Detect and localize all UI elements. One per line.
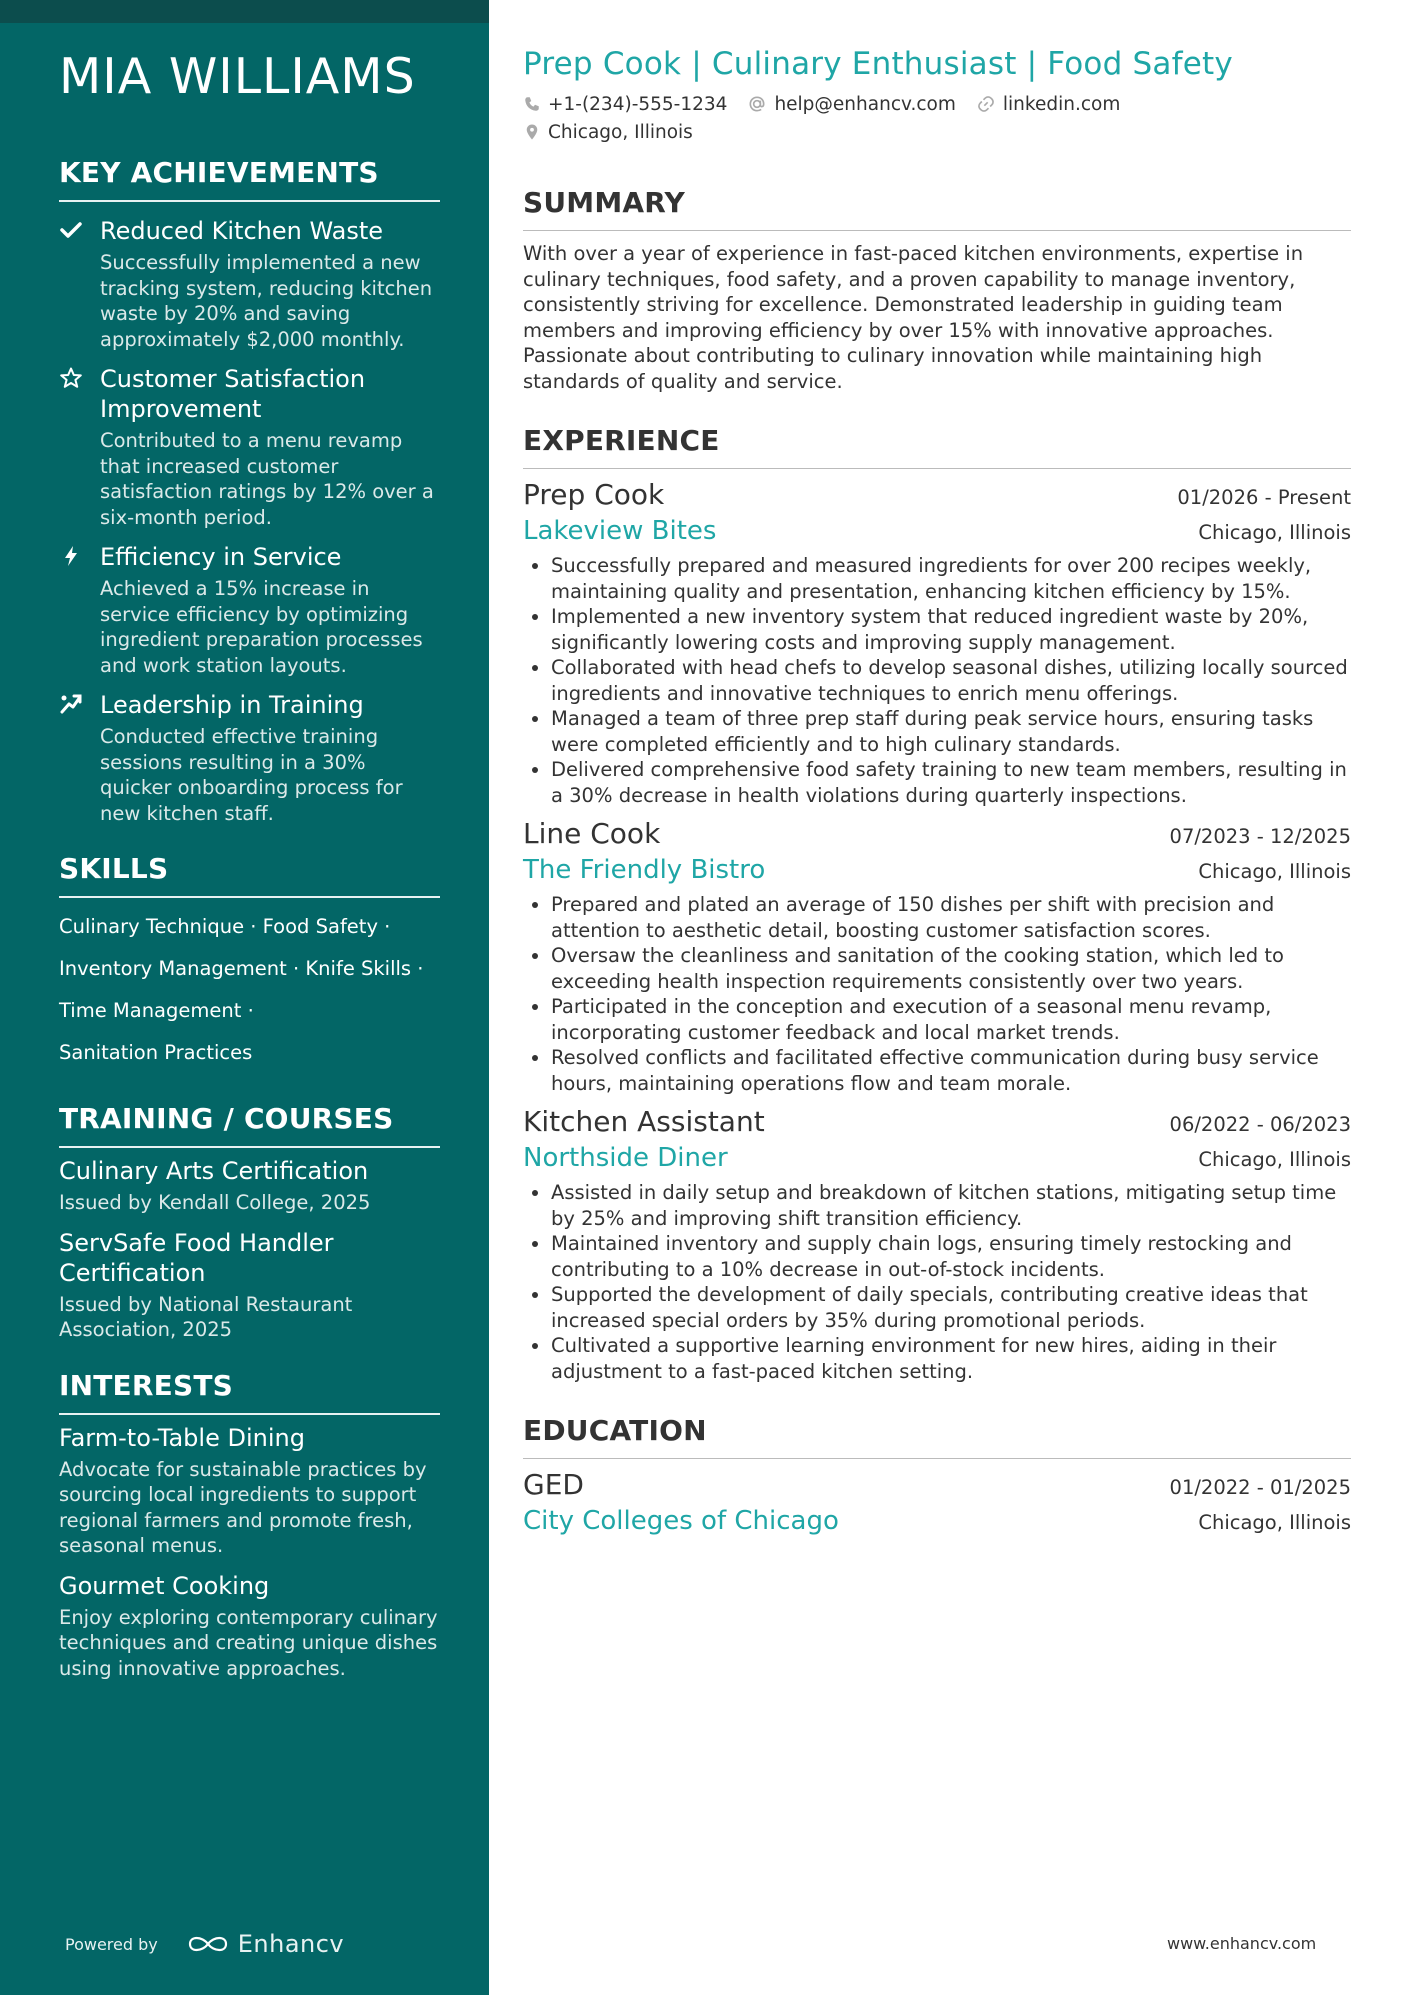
job-bullets <box>523 553 1351 808</box>
link-icon <box>976 94 996 114</box>
main-content <box>523 44 1351 1539</box>
job-bullet: • Cultivated a supportive learning environment for new hires, aiding in their adjustment to a fast-paced kitchen setting. <box>551 1333 1351 1384</box>
job-bullet: • Supported the development of daily specials, contributing creative ideas that increased special orders by 35% during promotional periods. <box>551 1282 1351 1333</box>
education-heading: EDUCATION <box>523 1414 1351 1459</box>
job-bullet: • Successfully prepared and measured ingredients for over 200 recipes weekly, maintaining quality and presentation, enhancing kitchen efficiency by 15%. <box>551 553 1351 604</box>
interest-title: Farm-to-Table Dining <box>59 1423 305 1452</box>
job-dates: 01/2026 - Present <box>1177 486 1351 509</box>
job-bullet: • Assisted in daily setup and breakdown of kitchen stations, mitigating setup time by 25% and improving shift transition efficiency. <box>551 1180 1351 1231</box>
achievement-title: Customer Satisfaction Improvement <box>100 365 366 423</box>
linkedin-text: linkedin.com <box>1002 93 1121 115</box>
phone-icon <box>523 95 541 113</box>
degree: GED <box>523 1468 584 1501</box>
company-name: The Friendly Bistro <box>523 855 766 885</box>
experience-heading: EXPERIENCE <box>523 424 1351 469</box>
interest-desc: Advocate for sustainable practices by sourcing local ingredients to support regional farmers and promote fresh, seasonal menus. <box>59 1457 427 1557</box>
job-bullet: • Collaborated with head chefs to develop seasonal dishes, utilizing locally sourced ingredients and innovative techniques to enrich menu offerings. <box>551 655 1351 706</box>
job-bullets <box>523 892 1351 1096</box>
interest-desc: Enjoy exploring contemporary culinary techniques and creating unique dishes using innovative approaches. <box>59 1605 438 1680</box>
location-pin-icon <box>523 122 541 142</box>
training-section <box>59 1102 440 1343</box>
education-section <box>523 1414 1351 1539</box>
job-location: Chicago, Illinois <box>1198 860 1351 883</box>
phone-text: +1-(234)-555-1234 <box>548 93 728 115</box>
achievement-title: Reduced Kitchen Waste <box>100 217 384 245</box>
job-bullet: • Prepared and plated an average of 150 dishes per shift with precision and attention to aesthetic detail, boosting customer satisfaction scores. <box>551 892 1351 943</box>
achievement-item <box>59 364 440 530</box>
headline: Prep Cook | Culinary Enthusiast | Food Safety <box>523 46 1233 82</box>
company-name: Lakeview Bites <box>523 516 717 546</box>
job-bullet: • Delivered comprehensive food safety training to new team members, resulting in a 30% decrease in health violations during quarterly inspections. <box>551 757 1351 808</box>
skill-line: Culinary Technique · Food Safety · <box>59 915 391 938</box>
location-text: Chicago, Illinois <box>548 121 693 143</box>
contact-info <box>523 90 1351 146</box>
job-bullet: • Managed a team of three prep staff during peak service hours, ensuring tasks were completed efficiently and to high culinary standards. <box>551 706 1351 757</box>
education-location: Chicago, Illinois <box>1198 1511 1351 1534</box>
job-dates: 06/2022 - 06/2023 <box>1169 1113 1351 1136</box>
star-icon <box>59 366 83 390</box>
achievement-desc: Achieved a 15% increase in service efficiency by optimizing ingredient preparation processes and work station layouts. <box>100 577 423 677</box>
contact-linkedin[interactable] <box>976 94 1120 115</box>
achievement-item <box>59 690 440 826</box>
job-bullet: • Implemented a new inventory system that reduced ingredient waste by 20%, significantly lowering costs and improving supply management. <box>551 604 1351 655</box>
achievements-section <box>59 156 440 826</box>
sidebar <box>0 0 489 1995</box>
course-issuer: Issued by Kendall College, 2025 <box>59 1191 371 1214</box>
achievement-item <box>59 542 440 678</box>
contact-email[interactable] <box>747 94 955 115</box>
enhancv-logo-text: Enhancv <box>237 1930 345 1958</box>
check-icon <box>59 218 83 242</box>
enhancv-logo-icon <box>186 1933 230 1955</box>
skill-line: Time Management · <box>59 999 254 1022</box>
job-bullet: • Maintained inventory and supply chain logs, ensuring timely restocking and contributing to a 10% decrease in out-of-stock incidents. <box>551 1231 1351 1282</box>
achievement-title: Leadership in Training <box>100 691 364 719</box>
interests-section <box>59 1369 440 1682</box>
email-text: help@enhancv.com <box>774 93 956 115</box>
job-bullets <box>523 1180 1351 1384</box>
job-bullet: • Resolved conflicts and facilitated effective communication during busy service hours, maintaining operations flow and team morale. <box>551 1045 1351 1096</box>
footer-url[interactable]: www.enhancv.com <box>1167 1934 1317 1953</box>
job-title: Line Cook <box>523 817 661 850</box>
course-issuer: Issued by National Restaurant Association, 2025 <box>59 1292 353 1341</box>
course-title: ServSafe Food Handler Certification <box>59 1228 334 1287</box>
job-bullet: • Oversaw the cleanliness and sanitation of the cooking station, which led to exceeding health inspection requirements consistently over two years. <box>551 943 1351 994</box>
interest-title: Gourmet Cooking <box>59 1571 270 1600</box>
school-name: City Colleges of Chicago <box>523 1506 839 1536</box>
job-dates: 07/2023 - 12/2025 <box>1169 825 1351 848</box>
experience-section <box>523 424 1351 1384</box>
skill-line: Sanitation Practices <box>59 1041 253 1064</box>
job-title: Prep Cook <box>523 478 665 511</box>
job-entry <box>523 1104 1351 1384</box>
summary-text: With over a year of experience in fast-paced kitchen environments, expertise in culinary techniques, food safety, and a proven capability to manage inventory, consistently striving for excellence. Demonstrated leadership in guiding team members and improving efficiency by over 15% with innovative approaches. Passionate about contributing to culinary innovation while maintaining high standards of quality and service. <box>523 242 1304 393</box>
achievement-title: Efficiency in Service <box>100 543 342 571</box>
powered-by <box>65 1930 344 1958</box>
job-bullet: • Participated in the conception and execution of a seasonal menu revamp, incorporating customer feedback and local market trends. <box>551 994 1351 1045</box>
training-heading: TRAINING / COURSES <box>59 1102 440 1148</box>
contact-location <box>523 122 693 143</box>
achievement-desc: Conducted effective training sessions resulting in a 30% quicker onboarding process for new kitchen staff. <box>100 725 403 825</box>
company-name: Northside Diner <box>523 1143 728 1173</box>
skills-heading: SKILLS <box>59 852 440 898</box>
sidebar-top-bar <box>0 0 489 23</box>
achievement-item <box>59 216 440 352</box>
candidate-name: MIA WILLIAMS <box>59 48 416 105</box>
summary-heading: SUMMARY <box>523 186 1351 231</box>
achievement-desc: Contributed to a menu revamp that increased customer satisfaction ratings by 12% over a six-month period. <box>100 429 434 529</box>
education-dates: 01/2022 - 01/2025 <box>1169 1476 1351 1499</box>
course-title: Culinary Arts Certification <box>59 1157 369 1185</box>
powered-by-label: Powered by <box>65 1934 158 1954</box>
achievement-desc: Successfully implemented a new tracking system, reducing kitchen waste by 20% and saving approximately $2,000 monthly. <box>100 251 433 351</box>
skills-section <box>59 852 440 1074</box>
job-entry <box>523 816 1351 1096</box>
contact-phone[interactable] <box>523 94 727 115</box>
summary-section <box>523 186 1351 394</box>
at-icon <box>747 94 767 114</box>
job-entry <box>523 477 1351 808</box>
interests-heading: INTERESTS <box>59 1369 440 1415</box>
education-entry <box>523 1467 1351 1539</box>
skill-line: Inventory Management · Knife Skills · <box>59 957 424 980</box>
job-location: Chicago, Illinois <box>1198 1148 1351 1171</box>
achievements-heading: KEY ACHIEVEMENTS <box>59 156 440 202</box>
enhancv-logo[interactable] <box>186 1930 344 1958</box>
job-location: Chicago, Illinois <box>1198 521 1351 544</box>
growth-icon <box>59 692 83 716</box>
lightning-icon <box>59 544 83 568</box>
job-title: Kitchen Assistant <box>523 1105 765 1138</box>
